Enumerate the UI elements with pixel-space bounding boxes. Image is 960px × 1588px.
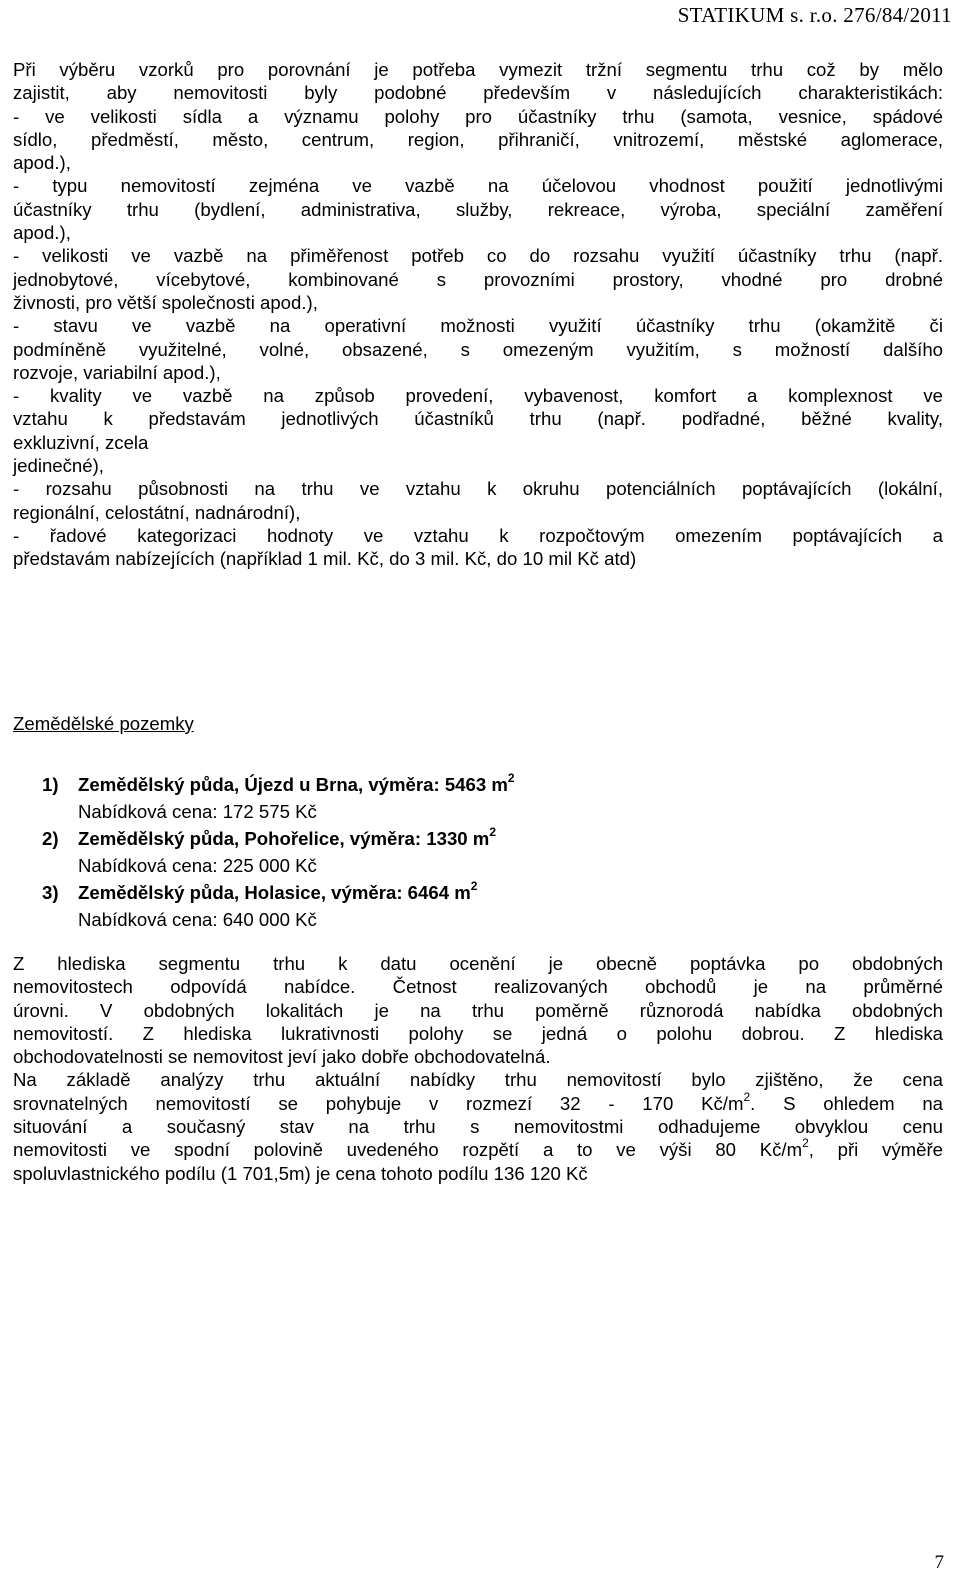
text-line: exkluzivní, zcela <box>13 431 149 453</box>
text-line: - stavu ve vazbě na operativní možnosti využití účastníky trhu (okamžitě či <box>13 315 943 337</box>
text-run: , při výměře <box>808 1139 943 1161</box>
offer-title-text: Zemědělský půda, Pohořelice, výměra: 1330 m <box>78 828 490 849</box>
text-line: - velikosti ve vazbě na přiměřenost potřeb co do rozsahu využití účastníky trhu (např. <box>13 245 943 267</box>
text-line: představám nabízejících (například 1 mil. Kč, do 3 mil. Kč, do 10 mil Kč atd) <box>13 548 637 570</box>
text-line: Na základě analýzy trhu aktuální nabídky trhu nemovitostí bylo zjištěno, že cena <box>13 1069 943 1091</box>
offer-price: Nabídková cena: 225 000 Kč <box>78 855 317 876</box>
conclusion-paragraph <box>13 952 943 1185</box>
page-number: 7 <box>934 1552 944 1573</box>
offer-number: 3) <box>42 882 59 903</box>
text-line: úrovni. V obdobných lokalitách je na trhu poměrně různorodá nabídka obdobných <box>13 999 943 1021</box>
text-line: sídlo, předměstí, město, centrum, region, přihraničí, vnitrozemí, městské aglomerace, <box>13 128 943 150</box>
text-run: . S ohledem na <box>750 1092 944 1114</box>
text-line: nemovitostí. Z hlediska lukrativnosti polohy se jedná o polohu dobrou. Z hlediska <box>13 1022 943 1044</box>
superscript: 2 <box>489 825 497 839</box>
text-line: situování a současný stav na trhu s nemovitostmi odhadujeme obvyklou cenu <box>13 1116 943 1138</box>
offer-title <box>42 770 515 800</box>
text-run: srovnatelných nemovitostí se pohybuje v rozmezí 32 - 170 Kč/m <box>13 1092 744 1114</box>
offer-list <box>42 770 515 932</box>
offer-number: 1) <box>42 774 59 795</box>
text-line: - typu nemovitostí zejména ve vazbě na účelovou vhodnost použití jednotlivými <box>13 175 943 197</box>
text-line: spoluvlastnického podílu (1 701,5m) je cena tohoto podílu 136 120 Kč <box>13 1162 588 1184</box>
text-line: živnosti, pro větší společnosti apod.), <box>13 291 318 313</box>
text-line: obchodovatelnosti se nemovitost jeví jako dobře obchodovatelná. <box>13 1046 551 1068</box>
text-line: účastníky trhu (bydlení, administrativa, služby, rekreace, výroba, speciální zaměření <box>13 198 943 220</box>
offer-title-text: Zemědělský půda, Újezd u Brna, výměra: 5463 m <box>78 774 508 795</box>
text-line: - řadové kategorizaci hodnoty ve vztahu k rozpočtovým omezením poptávajících a <box>13 524 943 546</box>
text-line: nemovitostech odpovídá nabídce. Četnost realizovaných obchodů je na průměrné <box>13 976 943 998</box>
intro-paragraph <box>13 58 943 571</box>
offer-item <box>42 878 515 932</box>
offer-title-text: Zemědělský půda, Holasice, výměra: 6464 m <box>78 882 471 903</box>
offer-item <box>42 824 515 878</box>
superscript: 2 <box>507 771 515 785</box>
text-run: nemovitosti ve spodní polovině uvedeného rozpětí a to ve výši 80 Kč/m <box>13 1139 803 1161</box>
text-line: - ve velikosti sídla a významu polohy pro účastníky trhu (samota, vesnice, spádové <box>13 105 943 127</box>
text-line: apod.), <box>13 152 71 174</box>
text-line: vztahu k představám jednotlivých účastníků trhu (např. podřadné, běžné kvality, <box>13 408 943 430</box>
text-line: jedinečné), <box>13 455 104 477</box>
offer-title <box>42 824 515 854</box>
text-line: - kvality ve vazbě na způsob provedení, vybavenost, komfort a komplexnost ve <box>13 385 943 407</box>
superscript: 2 <box>802 1136 809 1151</box>
text-line: podmíněně využitelné, volné, obsazené, s omezeným využitím, s možností dalšího <box>13 338 943 360</box>
text-line: - rozsahu působnosti na trhu ve vztahu k okruhu potenciálních poptávajících (lokální, <box>13 478 943 500</box>
text-line: Při výběru vzorků pro porovnání je potřeba vymezit tržní segmentu trhu což by mělo <box>13 59 943 80</box>
text-line: zajistit, aby nemovitosti byly podobné především v následujících charakteristikách: <box>13 82 943 104</box>
document-header: STATIKUM s. r.o. 276/84/2011 <box>677 3 952 27</box>
text-line: regionální, celostátní, nadnárodní), <box>13 501 301 523</box>
section-heading: Zemědělské pozemky <box>13 713 194 734</box>
text-line <box>13 1138 943 1161</box>
offer-number: 2) <box>42 828 59 849</box>
offer-title <box>42 878 515 908</box>
text-line <box>13 1089 944 1115</box>
offer-price: Nabídková cena: 640 000 Kč <box>78 909 317 930</box>
text-line: apod.), <box>13 222 71 244</box>
offer-item <box>42 770 515 824</box>
text-line: Z hlediska segmentu trhu k datu ocenění je obecně poptávka po obdobných <box>13 953 943 974</box>
superscript: 2 <box>470 879 478 893</box>
text-line: rozvoje, variabilní apod.), <box>13 361 221 383</box>
text-line: jednobytové, vícebytové, kombinované s provozními prostory, vhodné pro drobné <box>13 268 943 290</box>
superscript: 2 <box>743 1089 751 1104</box>
offer-price: Nabídková cena: 172 575 Kč <box>78 801 317 822</box>
